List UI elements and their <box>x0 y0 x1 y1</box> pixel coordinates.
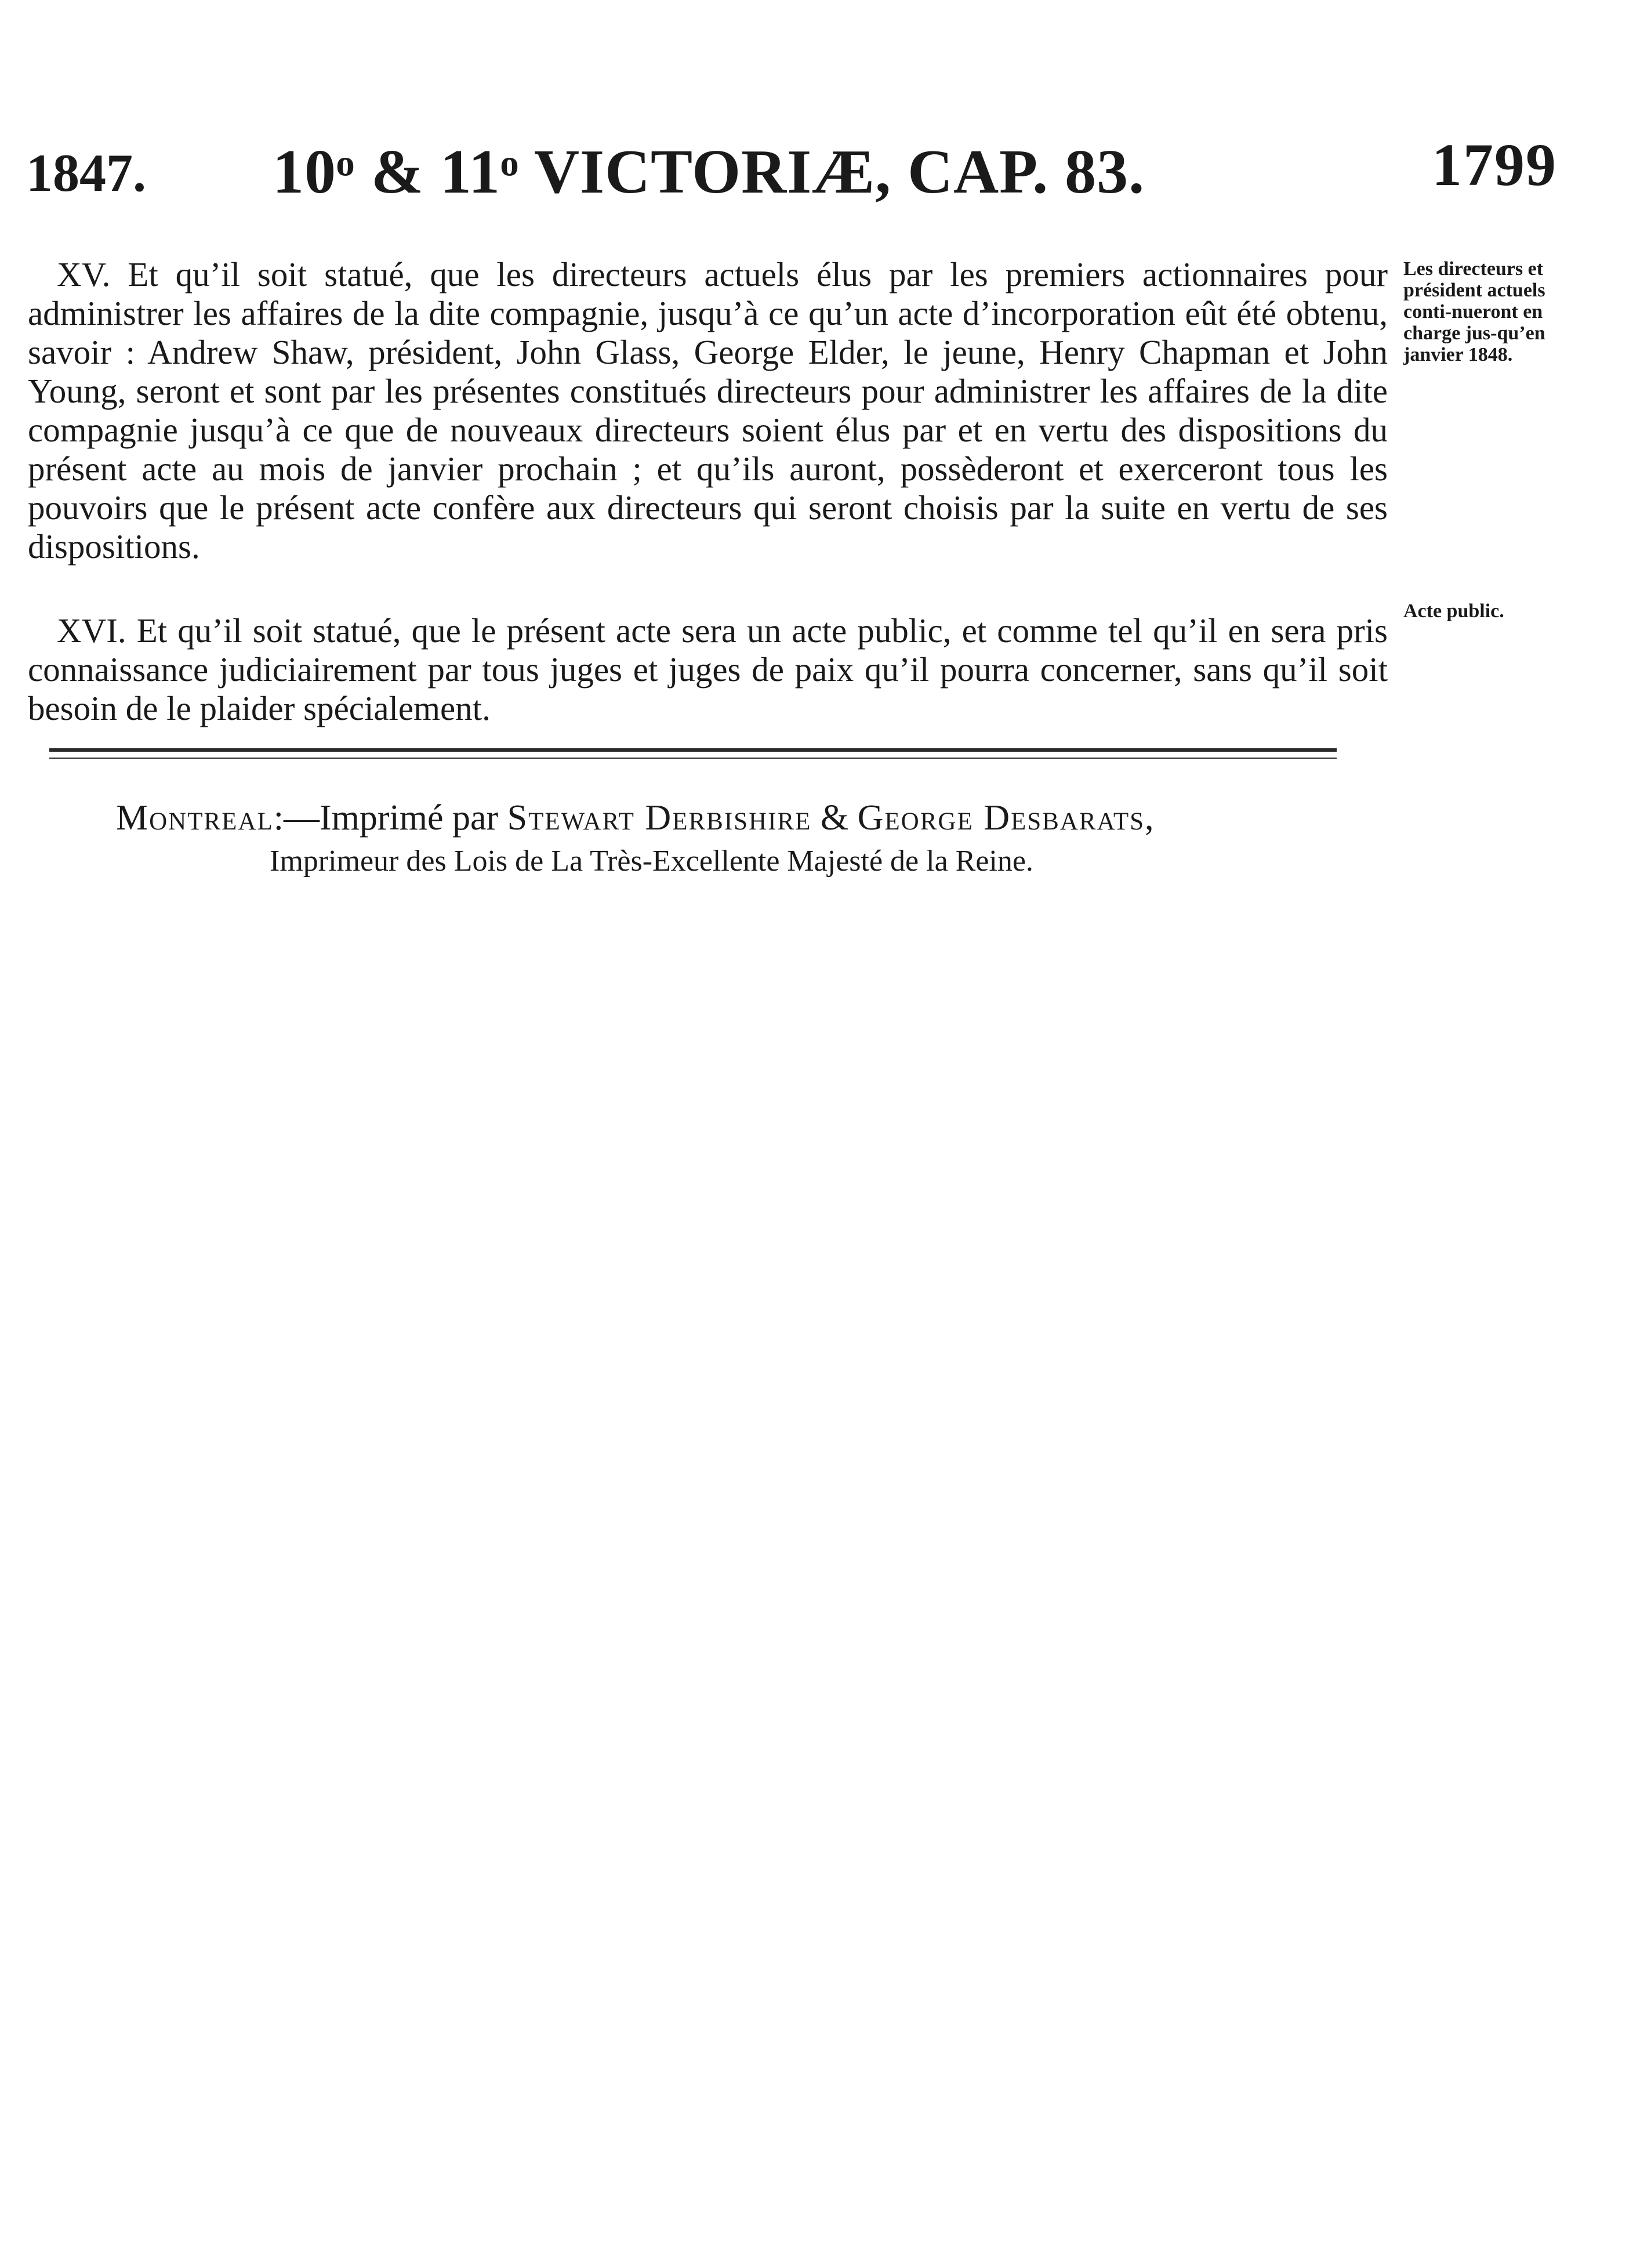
section-number: XV. <box>57 255 111 294</box>
marginal-note-directors: Les directeurs et président actuels conti-nueront en charge jus-qu’en janvier 1848. <box>1403 258 1545 365</box>
imprint-printer-2: George Desbarats, <box>857 798 1155 838</box>
imprint-line <box>116 798 1311 839</box>
marginal-note-public-act: Acte public. <box>1403 600 1504 622</box>
page-number: 1799 <box>1432 132 1557 198</box>
header-year: 1847. <box>26 143 146 202</box>
closing-rule-thin <box>49 758 1337 759</box>
section-xv <box>28 255 1388 566</box>
page-header <box>26 125 1557 212</box>
imprint-ampersand: & <box>820 798 849 838</box>
imprint-printer-title: Imprimeur des Lois de La Très-Excellente Majesté de la Reine. <box>270 845 1033 878</box>
section-xvi <box>28 611 1388 728</box>
section-number: XVI. <box>57 611 126 650</box>
header-title: 10ᵒ & 11ᵒ VICTORIÆ, CAP. 83. <box>273 137 1145 206</box>
section-text: Et qu’il soit statué, que le présent acte sera un acte public, et comme tel qu’il en sera pris connaissance judiciairement par tous juges et juges de paix qu’il pourra concerner, sans qu’il soit besoin de le plaider spécialement. <box>28 611 1388 727</box>
closing-rule <box>49 748 1337 752</box>
body-text <box>28 255 1388 728</box>
imprint-printer-1: Stewart Derbishire <box>507 798 812 838</box>
section-text: Et qu’il soit statué, que les directeurs actuels élus par les premiers actionnaires pour administrer les affaires de la dite compagnie, jusqu’à ce qu’un acte d’incorporation eût été obtenu, savoir : Andrew Shaw, président, John Glass, George Elder, le jeune, Henry Chapman et John Young, seront et sont par les présentes constitués directeurs pour administrer les affaires de la dite compagnie jusqu’à ce que de nouveaux directeurs soient élus par et en vertu des dispositions du présent acte au mois de janvier prochain ; et qu’ils auront, possèderont et exerceront tous les pouvoirs que le présent acte confère aux directeurs qui seront choisis par la suite en vertu de ses dispositions. <box>28 255 1388 566</box>
imprint-city: Montreal <box>116 798 274 838</box>
imprint-printed-by: :—Imprimé par <box>273 798 499 838</box>
